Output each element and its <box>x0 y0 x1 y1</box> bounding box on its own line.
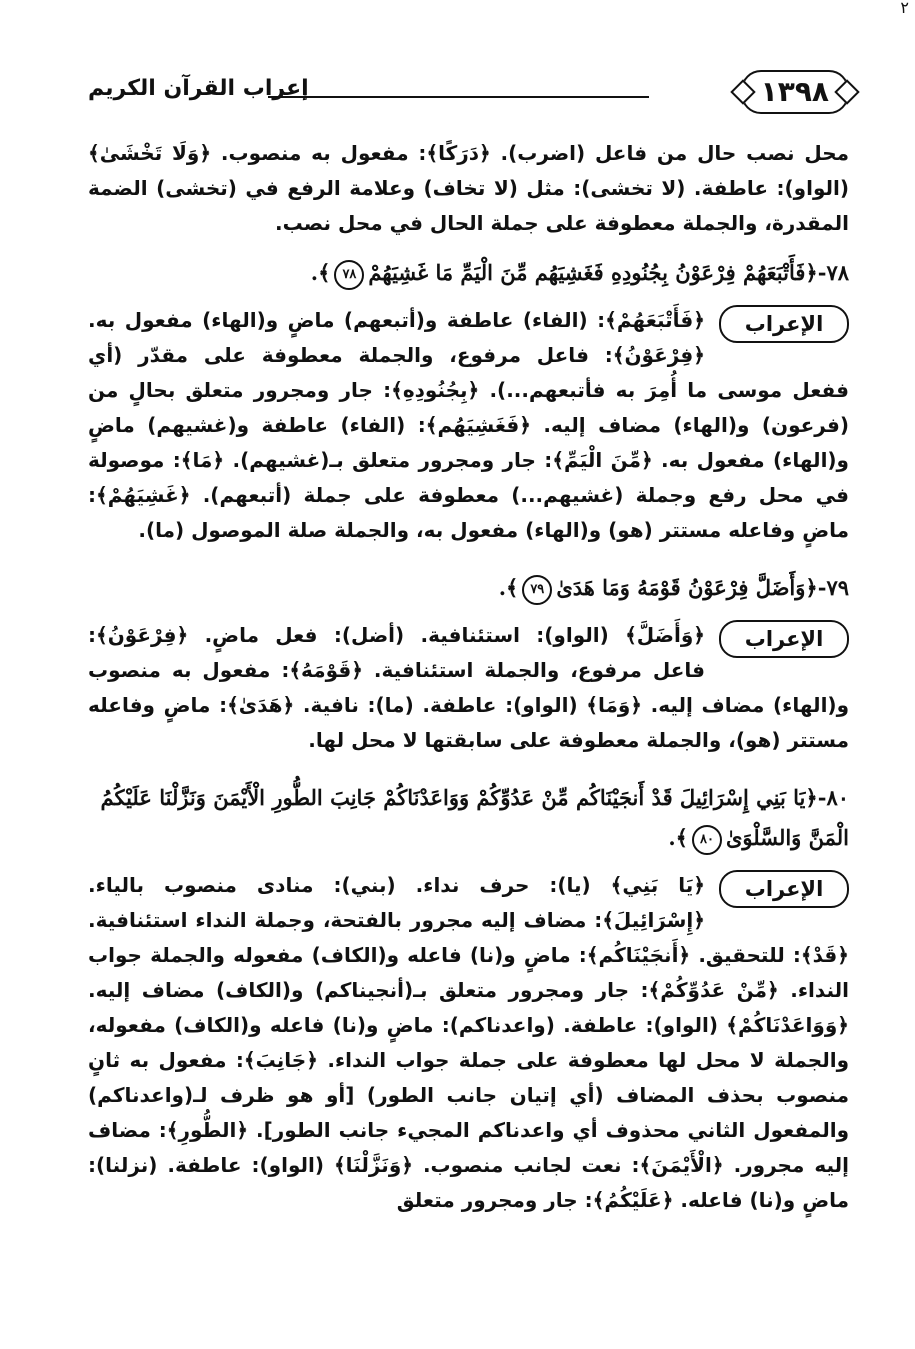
irab-badge: الإعراب <box>719 870 849 908</box>
header-rule <box>268 96 649 98</box>
ayah-number-mark: ٨٠ <box>692 825 722 855</box>
irab-badge: الإعراب <box>719 620 849 658</box>
irab-block-78 <box>88 303 849 548</box>
verse-78 <box>88 253 849 293</box>
irab-text: ﴿يَا بَنِي﴾ (يا): حرف نداء. (بني): منادى منصوب بالياء. ﴿إِسْرَائِيلَ﴾: مضاف إليه مجرور بالفتحة، وجملة النداء استئنافية. ﴿قَدْ﴾: للتحقيق. ﴿أَنجَيْنَاكُم﴾: ماضٍ و(نا) فاعله و(الكاف) مفعوله والجملة جواب النداء. ﴿مِّنْ عَدُوِّكُمْ﴾: جار ومجرور متعلق بـ(أنجيناكم) و(الكاف) مضاف إليه. ﴿وَوَاعَدْنَاكُمْ﴾ (الواو): عاطفة. (واعدناكم): ماضٍ و(نا) فاعله و(الكاف) مفعوله، والجملة لا محل لها معطوفة على جملة جواب النداء. ﴿جَانِبَ﴾: مفعول به ثانٍ منصوب بحذف المضاف (أي إتيان جانب الطور) [أو هو ظرف لـ(واعدناكم) والمفعول الثاني محذوف أي واعدناكم المجيء جانب الطور]. ﴿الطُّورِ﴾: مضاف إليه مجرور. ﴿الْأَيْمَنَ﴾: نعت لجانب منصوب. ﴿وَنَزَّلْنَا﴾ (الواو): عاطفة. (نزلنا): ماضٍ و(نا) فاعله. ﴿عَلَيْكُمُ﴾: جار ومجرور متعلق <box>88 873 849 1212</box>
verse-number: ٧٩- <box>817 575 849 600</box>
ayah-number-mark: ٧٩ <box>522 575 552 605</box>
verse-text: ﴿فَأَتْبَعَهُمْ فِرْعَوْنُ بِجُنُودِهِ فَغَشِيَهُم مِّنَ الْيَمِّ مَا غَشِيَهُمْ <box>368 260 818 285</box>
verse-79 <box>88 568 849 608</box>
page-number: ١٣٩٨ <box>741 70 849 114</box>
verse-number: ٧٨- <box>817 260 849 285</box>
intro-paragraph: محل نصب حال من فاعل (اضرب). ﴿دَرَكًا﴾: مفعول به منصوب. ﴿وَلَا تَخْشَىٰ﴾ (الواو): عاطفة. (لا تخشى): مثل (لا تخاف) وعلامة الرفع في (تخشى) الضمة المقدرة، والجملة معطوفة على جملة الحال في محل نصب. <box>88 141 849 235</box>
verse-closing: ﴾. <box>498 575 519 600</box>
verse-number: ٨٠- <box>817 785 849 810</box>
book-title: إعراب القرآن الكريم <box>88 76 309 101</box>
irab-block-80 <box>88 868 849 1218</box>
irab-text: ﴿وَأَضَلَّ﴾ (الواو): استئنافية. (أضل): فعل ماضٍ. ﴿فِرْعَوْنُ﴾: فاعل مرفوع، والجملة استئنافية. ﴿قَوْمَهُ﴾: مفعول به منصوب و(الهاء) مضاف إليه. ﴿وَمَا﴾ (الواو): عاطفة. (ما): نافية. ﴿هَدَىٰ﴾: ماضٍ وفاعله مستتر (هو)، والجملة معطوفة على سابقتها لا محل لها. <box>88 623 849 752</box>
irab-block-79 <box>88 618 849 758</box>
page-content <box>88 136 849 1218</box>
verse-closing: ﴾. <box>310 260 331 285</box>
verse-80 <box>88 778 849 858</box>
irab-badge: الإعراب <box>719 305 849 343</box>
corner-mark: ٢ <box>900 0 909 17</box>
verse-text: ﴿يَا بَنِي إِسْرَائِيلَ قَدْ أَنجَيْنَاكُم مِّنْ عَدُوِّكُمْ وَوَاعَدْنَاكُمْ جَانِبَ الطُّورِ الْأَيْمَنَ وَنَزَّلْنَا عَلَيْكُمُ الْمَنَّ وَالسَّلْوَىٰ <box>100 785 849 850</box>
ayah-number-mark: ٧٨ <box>334 260 364 290</box>
verse-closing: ﴾. <box>668 825 688 850</box>
irab-text: ﴿فَأَتْبَعَهُمْ﴾: (الفاء) عاطفة و(أتبعهم) ماضٍ و(الهاء) مفعول به. ﴿فِرْعَوْنُ﴾: فاعل مرفوع، والجملة معطوفة على مقدّر (أي ففعل موسى ما أُمِرَ به فأتبعهم...). ﴿بِجُنُودِهِ﴾: جار ومجرور متعلق بحالٍ من (فرعون) و(الهاء) مضاف إليه. ﴿فَغَشِيَهُم﴾: (الفاء) عاطفة و(غشيهم) ماضٍ و(الهاء) مفعول به. ﴿مِّنَ الْيَمِّ﴾: جار ومجرور متعلق بـ(غشيهم). ﴿مَا﴾: موصولة في محل رفع وجملة (غشيهم...) معطوفة على جملة (أتبعهم). ﴿غَشِيَهُمْ﴾: ماضٍ وفاعله مستتر (هو) و(الهاء) مفعول به، والجملة صلة الموصول (ما). <box>88 308 849 542</box>
page-header <box>88 70 849 116</box>
verse-text: ﴿وَأَضَلَّ فِرْعَوْنُ قَوْمَهُ وَمَا هَدَىٰ <box>556 575 818 600</box>
